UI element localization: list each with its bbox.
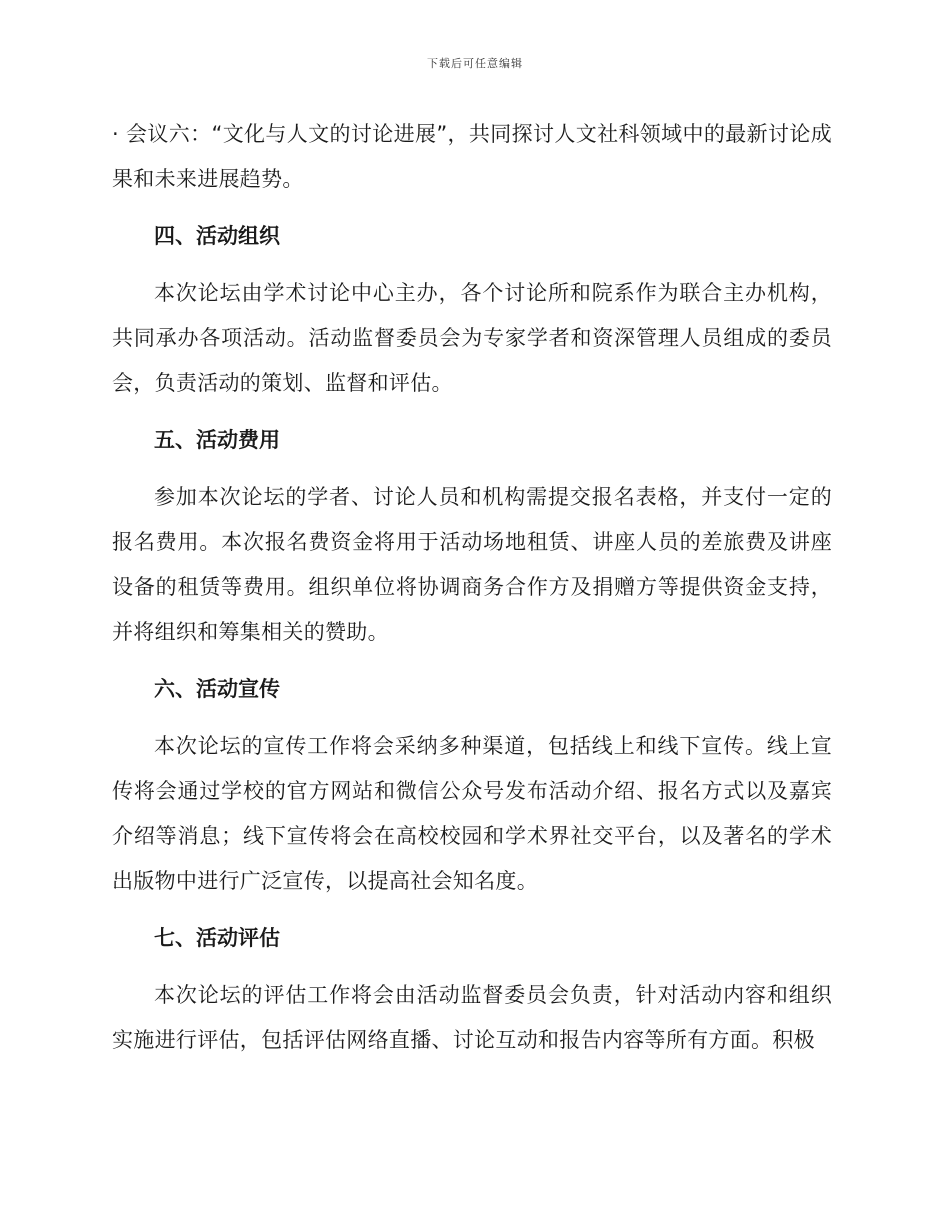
- document-body: [112, 112, 832, 1075]
- paragraph-meeting-six: · 会议六：“文化与人文的讨论进展”，共同探讨人文社科领域中的最新讨论成果和未来进展趋势。: [112, 122, 832, 191]
- section-heading-publicity: 六、活动宣传: [154, 677, 280, 701]
- section-heading-fees: 五、活动费用: [154, 428, 280, 452]
- paragraph-publicity: 本次论坛的宣传工作将会采纳多种渠道，包括线上和线下宣传。线上宣传将会通过学校的官方网站和微信公众号发布活动介绍、报名方式以及嘉宾介绍等消息；线下宣传将会在高校校园和学术界社交平台，以及著名的学术出版物中进行广泛宣传，以提高社会知名度。: [112, 734, 832, 893]
- paragraph-fees: 参加本次论坛的学者、讨论人员和机构需提交报名表格，并支付一定的报名费用。本次报名费资金将用于活动场地租赁、讲座人员的差旅费及讲座设备的租赁等费用。组织单位将协调商务合作方及捐赠方等提供资金支持，并将组织和筹集相关的赞助。: [112, 485, 832, 644]
- paragraph-organization: 本次论坛由学术讨论中心主办，各个讨论所和院系作为联合主办机构，共同承办各项活动。活动监督委员会为专家学者和资深管理人员组成的委员会，负责活动的策划、监督和评估。: [112, 281, 832, 395]
- section-heading-evaluation: 七、活动评估: [154, 926, 280, 950]
- page-header: 下载后可任意编辑: [427, 57, 523, 70]
- paragraph-evaluation: 本次论坛的评估工作将会由活动监督委员会负责，针对活动内容和组织实施进行评估，包括评估网络直播、讨论互动和报告内容等所有方面。积极: [112, 983, 832, 1052]
- section-heading-organization: 四、活动组织: [154, 224, 280, 248]
